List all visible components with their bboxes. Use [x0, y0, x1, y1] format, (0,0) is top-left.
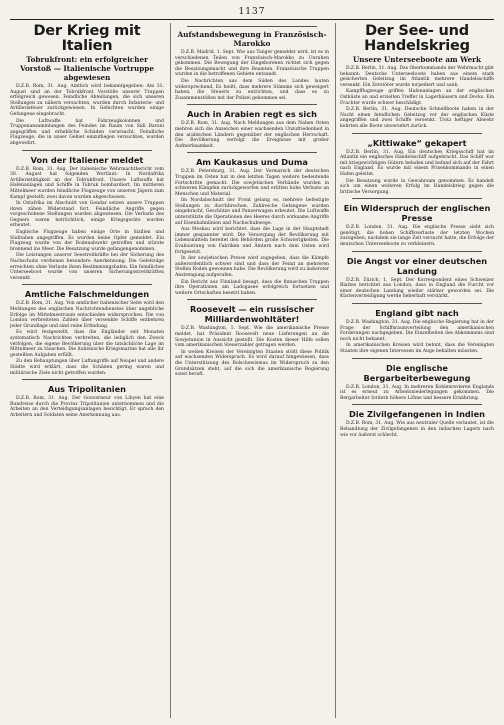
divider	[352, 198, 482, 199]
paragraph: Es wird festgestellt, dass die Engländer seit Monaten systematisch Nachrichten verbreiten, die lediglich den Zweck verfolgen, die eigene Bevölkerung über die tatsächliche Lage im Mittelmeer zu täuschen. Die italienische Kriegsmarine hat alle ihr gestellten Aufgaben erfüllt.	[10, 330, 164, 358]
column-2	[170, 23, 329, 718]
paragraph: D.Z.B. London, 31. Aug. Die englische Presse sieht sich genötigt, die hohen Schiffsverluste der letzten Wochen zuzugeben, nachdem sie lange Zeit versucht hatte, die Erfolge der deutschen Unterseeboote zu verkleinern.	[340, 225, 494, 248]
article-body	[10, 167, 164, 282]
divider	[22, 284, 152, 285]
article-body	[340, 66, 494, 130]
page-number: 1137	[238, 7, 266, 17]
section-heading: Amtliche Falschmeldungen	[24, 289, 150, 300]
paragraph: In Ostafrika im Abschnitt von Gondar setzen unsere Truppen ihren zähen Widerstand fort. Feindliche Angriffe gegen vorgeschobene Stellungen wurden abgewiesen. Die Verluste des Gegners waren beträchtlich; einige Kriegsgeräte wurden erbeutet.	[10, 201, 164, 229]
section-heading: Am Kaukasus und Duma	[196, 157, 308, 168]
divider	[352, 404, 482, 405]
paragraph: D.Z.B. Rom, 31. Aug. Wie aus neutraler Quelle verlautet, ist die Behandlung der Zivilgefangenen in den indischen Lagern nach wie vor äußerst schlecht.	[340, 421, 494, 438]
article-body	[340, 421, 494, 438]
subheadline: Unsere Unterseeboote am Werk	[353, 55, 481, 64]
article-body	[10, 84, 164, 147]
paragraph: D.Z.B. Rom, 31. Aug. Der italienische Wehrmachtbericht vom 30. August hat folgenden Wortlaut: In Nordafrika Artillerietätigkeit an der Tobrukfront. Unsere Luftwaffe hat Hafenanlagen und Schiffe in Tobruk bombardiert. Im mittleren Mittelmeer wurden feindliche Flugzeuge von unseren Jägern zum Kampf gestellt; zwei davon wurden abgeschossen.	[10, 166, 164, 200]
paragraph: In amerikanischen Kreisen wird betont, dass die Vereinigten Staaten ihre eigenen Interessen im Auge behalten müssten.	[340, 343, 494, 354]
headline: Der See- und Handelskrieg	[364, 23, 470, 54]
section-heading: Auch in Arabien regt es sich	[187, 109, 317, 120]
paragraph: D.Z.B. Madrid, 1. Sept. Wie aus Tanger gemeldet wird, ist es in verschiedenen Teilen von Französisch-Marokko zu Unruhen gekommen. Die Bewegung der Eingeborenen richtet sich gegen die Besatzungsmacht und ihre Beamten. Französische Truppen wurden in die betroffenen Gebiete entsandt.	[175, 50, 329, 78]
divider	[352, 133, 482, 134]
paragraph: D.Z.B. Berlin, 31. Aug. Das Oberkommando der Wehrmacht gibt bekannt: Deutsche Unterseeboote haben aus einem stark gesicherten Geleitzug im Atlantik mehrere Handelsschiffe versenkt. Ein Zerstörer wurde torpediert und sank.	[340, 66, 494, 88]
headline: Der Krieg mit Italien	[33, 23, 141, 54]
divider	[352, 358, 482, 359]
section-heading: Die Zivilgefangenen in Indien	[349, 409, 485, 420]
article-body	[340, 278, 494, 300]
column-1	[10, 23, 164, 718]
section-heading: Roosevelt — ein russischer Milliardenwohltäter!	[189, 304, 315, 325]
article-body	[175, 121, 329, 149]
divider	[187, 299, 317, 300]
paragraph: Englische Flugzeuge haben einige Orte in Sizilien und Süditalien angegriffen. Es wurden keine Opfer gemeldet. Ein Flugzeug wurde von der Bodenabwehr getroffen und stürzte brennend ins Meer. Die Besatzung wurde gefangengenommen.	[10, 230, 164, 252]
paragraph: D.Z.B. Berlin, 31. Aug. Deutsche Schnellboote haben in der Nacht einen feindlichen Geleitzug vor der englischen Küste angegriffen und zwei Schiffe versenkt. Trotz heftiger Abwehr kehrten alle Boote unversehrt zurück.	[340, 107, 494, 129]
divider	[187, 26, 317, 27]
paragraph: D.Z.B. Zürich, 1. Sept. Der Korrespondent eines Schweizer Blattes berichtet aus London, dass in England die Furcht vor einer deutschen Landung wieder stärker geworden sei. Die Küstenverteidigung werde fieberhaft verstärkt.	[340, 277, 494, 300]
paragraph: D.Z.B. Rom, 31. Aug. Nach Meldungen aus dem Nahen Osten mehren sich die Anzeichen einer wachsenden Unzufriedenheit in den arabischen Ländern gegenüber der englischen Herrschaft. Die Bevölkerung verfolgt die Ereignisse mit großer Aufmerksamkeit.	[175, 121, 329, 149]
section-heading: Von der Italiener meldet	[30, 154, 144, 165]
section-heading: England gibt nach	[375, 308, 459, 319]
article-headline: Aufstandsbewegung in Französisch-Marokko	[177, 30, 327, 48]
paragraph: Aus Moskau wird berichtet, dass die Lage in der Hauptstadt immer gespannter wird. Die Versorgung der Bevölkerung mit Lebensmitteln bereitet den Behörden große Schwierigkeiten. Die Evakuierung von Fabriken und Ämtern nach dem Osten wird fortgesetzt.	[175, 227, 329, 255]
paragraph: D.Z.B. Washington, 31. Aug. Die englische Regierung hat in der Frage der Schiffsraumverteilung den amerikanischen Forderungen nachgegeben. Die Einzelheiten des Abkommens sind noch nicht bekannt.	[340, 320, 494, 342]
subheadline: Tobrukfront: ein erfolgreicher Vorstoß — Italienische Vortruppe abgewiesen	[20, 55, 154, 82]
paragraph: D.Z.B. Rom, 31. Aug. Amtlich wird bekanntgegeben: Am 31. August sind an der Tobrukfront Vorstöße unserer Truppen erfolgreich gewesen. Feindliche Abteilungen, die sich unseren Stellungen zu nähern versuchten, wurden durch Infanterie- und Artilleriefeuer zurückgewiesen. In Gefechten wurden einige Gefangene eingebracht.	[10, 84, 164, 117]
divider	[22, 150, 152, 151]
paragraph: Kampfflugzeuge griffen Hafenanlagen an der englischen Ostküste an und erzielten Treffer in Lagerhäusern und Docks. Ein Frachter wurde schwer beschädigt.	[340, 89, 494, 106]
article-body	[340, 385, 494, 402]
paragraph: Im Nordabschnitt der Front gelang es, mehrere befestigte Stellungen zu durchbrechen. Zahlreiche Gefangene wurden eingebracht, Geschütze und Panzerwagen erbeutet. Die Luftwaffe unterstützte die Operationen des Heeres durch wirksame Angriffe auf Eisenbahnlinien und Nachschubwege.	[175, 198, 329, 226]
paragraph: D.Z.B. London, 31. Aug. In mehreren Kohlenrevieren Englands ist es erneut zu Arbeitsniederlegungen gekommen. Die Bergarbeiter fordern höhere Löhne und bessere Ernährung.	[340, 384, 494, 401]
paragraph: Die Nachrichten aus dem Süden des Landes lauten widersprechend. Es heißt, dass mehrere Stämme sich geweigert haben, die Steuern zu entrichten, und dass es zu Zusammenstößen mit der Polizei gekommen sei.	[175, 78, 329, 101]
article-body	[175, 169, 329, 296]
section-heading: Die Angst vor einer deutschen Landung	[346, 255, 488, 276]
section-heading: Aus Tripolitanien	[48, 384, 126, 395]
top-rule	[10, 19, 494, 20]
section-heading: „Kittiwake“ gekapert	[367, 137, 467, 148]
paragraph: Die Luftwaffe hat Fahrzeugkolonnen und Truppenansammlungen des Feindes im Raum von Sidi Barani angegriffen und erhebliche Schäden verursacht. Feindliche Flugzeuge, die in unser Gebiet einzufliegen versuchten, wurden abgewehrt.	[10, 118, 164, 146]
article-body	[10, 396, 164, 418]
divider	[187, 152, 317, 153]
paragraph: In weiten Kreisen der Vereinigten Staaten stößt diese Politik auf wachsenden Widerspruch. Es wird darauf hingewiesen, dass die Unterstützung des Bolschewismus im Widerspruch zu den Grundsätzen steht, auf die sich die amerikanische Regierung sonst beruft.	[175, 349, 329, 378]
columns	[10, 23, 494, 718]
paragraph: Ein Bericht aus Finnland besagt, dass die finnischen Truppen ihre Operationen am Ladogasee erfolgreich fortsetzen und weitere Ortschaften besetzt haben.	[175, 279, 329, 296]
divider	[352, 303, 482, 304]
paragraph: Die Leistungen unserer Seestreitkräfte bei der Sicherung des Nachschubs verdienen besondere Anerkennung. Die Geleitzüge erreichten ohne Verluste ihren Bestimmungshafen. Ein feindliches Unterseeboot wurde von unseren Sicherungsstreitkräften versenkt.	[10, 253, 164, 281]
paragraph: D.Z.B. Rom, 31. Aug. Von amtlicher italienischer Seite wird den Meldungen des englischen Nachrichtendienstes über angebliche Erfolge im Mittelmeerraum entschieden widersprochen. Die von London verbreiteten Zahlen über versenkte Schiffe entbehren jeder Grundlage und sind reine Erfindung.	[10, 301, 164, 329]
paragraph: D.Z.B. Washington, 1. Sept. Wie die amerikanische Presse meldet, hat Präsident Roosevelt neue Lieferungen an die Sowjetunion in Aussicht gestellt. Die Kosten dieser Hilfe sollen vom amerikanischen Steuerzahler getragen werden.	[175, 326, 329, 349]
paragraph: In der sowjetischen Presse wird zugegeben, dass die Kämpfe außerordentlich schwer sind und dass der Feind an mehreren Stellen Boden gewonnen habe. Die Bevölkerung wird zu äußerster Anstrengung aufgerufen.	[175, 256, 329, 278]
section-heading: Die englische Bergarbeiterbewegung	[363, 362, 471, 383]
article-body	[340, 320, 494, 355]
article-body	[340, 225, 494, 247]
article-body	[175, 326, 329, 377]
column-3	[335, 23, 494, 718]
paragraph: Die Besatzung wurde in Gewahrsam genommen. Es handelt sich um einen weiteren Erfolg im Handelskrieg gegen die britische Versorgung.	[340, 178, 494, 195]
article-body	[340, 150, 494, 196]
article-body	[10, 301, 164, 376]
divider	[352, 251, 482, 252]
article-body	[175, 50, 329, 101]
paragraph: D.Z.B. Berlin, 31. Aug. Ein deutsches Kriegsschiff hat im Atlantik ein englisches Handelsschiff aufgebracht. Das Schiff war mit kriegswichtigen Gütern beladen und befand sich auf der Fahrt nach England. Es wurde mit einem Prisenkommando in einen Hafen geleitet.	[340, 149, 494, 177]
section-heading: Ein Widerspruch der englischen Presse	[343, 203, 491, 224]
divider	[187, 104, 317, 105]
paragraph: D.Z.B. Petersburg, 31. Aug. Der Vormarsch der deutschen Truppen im Osten hat in den letzten Tagen weitere bedeutende Fortschritte gemacht. Die sowjetischen Verbände wurden in schweren Kämpfen zurückgeworfen und erlitten hohe Verluste an Menschen und Material.	[175, 169, 329, 197]
paragraph: D.Z.B. Rom, 31. Aug. Der Gouverneur von Libyen hat eine Rundreise durch die Provinz Tripolitanien unternommen und die Arbeiten an den Verteidigungsanlagen besichtigt. Er sprach den Arbeitern und Soldaten seine Anerkennung aus.	[10, 396, 164, 418]
paragraph: Zu den Behauptungen über Luftangriffe auf Neapel und andere Städte wird erklärt, dass die Schäden gering waren und militärische Ziele nicht getroffen wurden.	[10, 359, 164, 376]
divider	[22, 379, 152, 380]
